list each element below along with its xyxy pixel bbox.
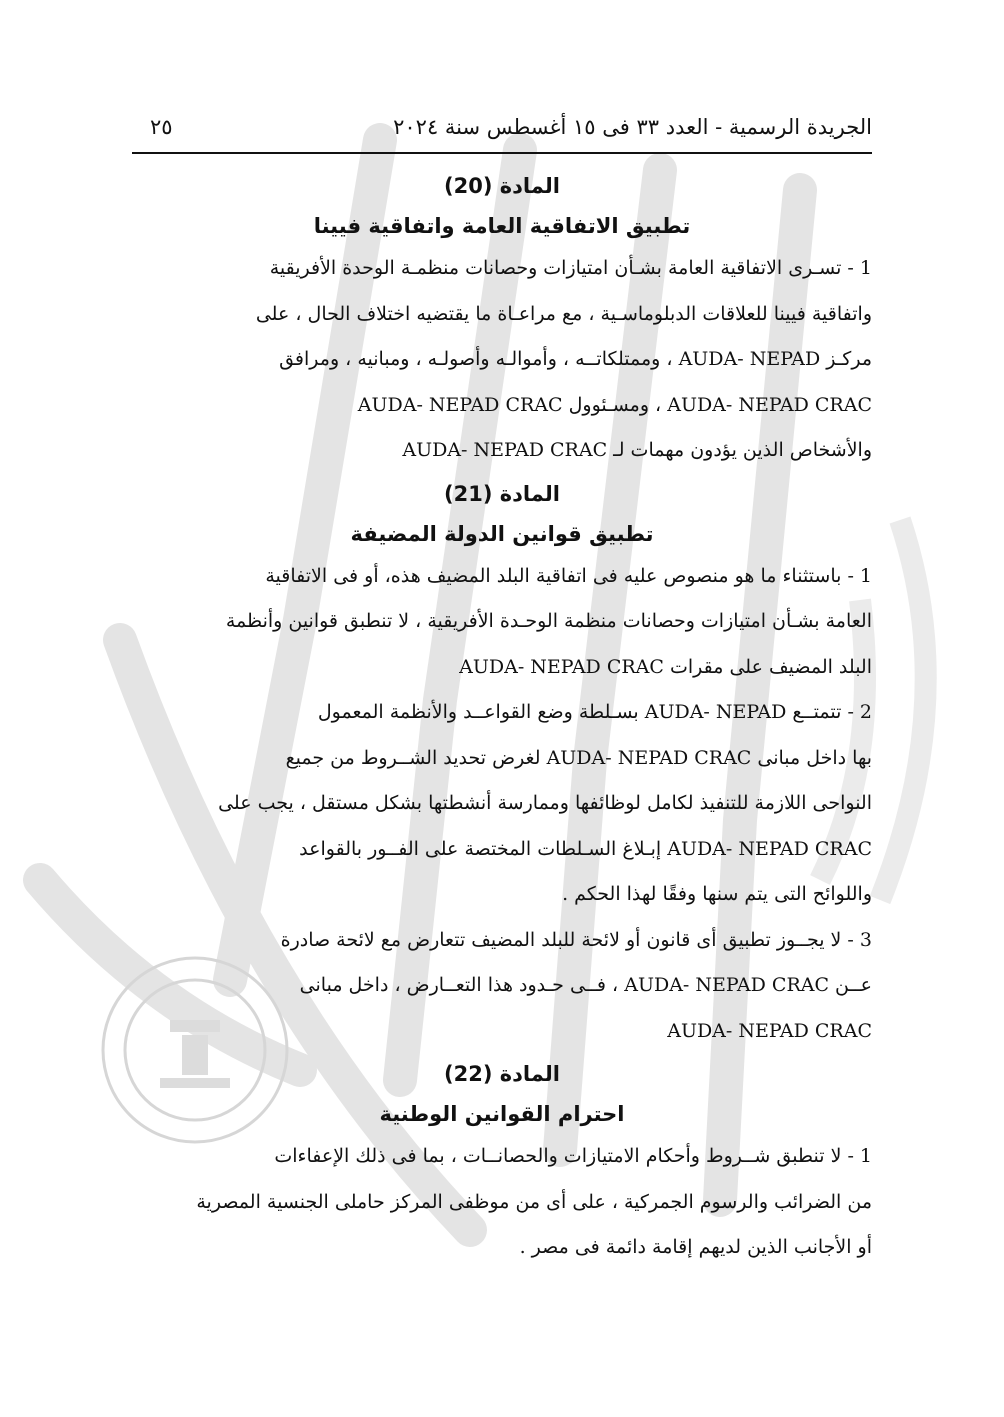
page-number: ٢٥ [150,115,173,139]
document-page [132,108,872,1271]
text-line: واللوائح التى يتم سنها وفقًا لهذا الحكم . [562,883,872,905]
text-line: مركـز AUDA- NEPAD ، وممتلكاتــه ، وأموالـه وأصولـه ، ومبانيه ، ومرافق [279,348,872,370]
text-line: 3 - لا يجــوز تطبيق أى قانون أو لائحة للبلد المضيف تتعارض مع لائحة صادرة [280,928,872,951]
text-line: 2 - تتمتــع AUDA- NEPAD بسـلطة وضع القواعــد والأنظمة المعمول [317,701,872,723]
text-line: والأشخاص الذين يؤدون مهمات لـ AUDA- NEPAD CRAC [402,439,872,461]
article-22 [132,1054,872,1271]
gazette-title: الجريدة الرسمية - العدد ٣٣ فى ١٥ أغسطس سنة ٢٠٢٤ [393,115,872,139]
text-line: واتفاقية فيينا للعلاقات الدبلوماسـية ، مع مراعـاة ما يقتضيه اختلاف الحال ، على [255,302,872,325]
text-line: AUDA- NEPAD CRAC ، ومسـئوول AUDA- NEPAD CRAC [357,393,872,416]
text-line: أو الأجانب الذين لديهم إقامة دائمة فى مصر . [519,1236,872,1258]
article-title: تطبيق الاتفاقية العامة واتفاقية فيينا [313,214,691,238]
article-title: احترام القوانين الوطنية [379,1102,625,1126]
article-body [132,1134,872,1271]
text-line: من الضرائب والرسوم الجمركية ، على أى من موظفى المركز حاملى الجنسية المصرية [196,1190,872,1213]
article-number: المادة (22) [444,1062,560,1086]
text-line: العامة بشـأن امتيازات وحصانات منظمة الوحـدة الأفريقية ، لا تنطبق قوانين وأنظمة [225,610,872,632]
article-title: تطبيق قوانين الدولة المضيفة [350,521,654,546]
text-line: النواحى اللازمة للتنفيذ لكامل لوظائفها وممارسة أنشطتها بشكل مستقل ، يجب على [218,792,872,814]
text-line: بها داخل مبانى AUDA- NEPAD CRAC لغرض تحديد الشــروط من جميع [285,746,872,769]
text-line: 1 - لا تنطبق شــروط وأحكام الامتيازات والحصانــات ، بما فى ذلك الإعفاءات [274,1145,872,1167]
text-line: 1 - تسـرى الاتفاقية العامة بشـأن امتيازات وحصانات منظمـة الوحدة الأفريقية [269,257,872,279]
article-number: المادة (20) [444,174,560,198]
page-header [132,108,872,154]
article-body [132,554,872,1055]
article-20 [132,166,872,474]
text-line: عــن AUDA- NEPAD CRAC ، فــى حـدود هذا التعــارض ، داخل مبانى [299,974,872,996]
text-line: AUDA- NEPAD CRAC [667,1019,872,1042]
article-body [132,246,872,474]
article-number: المادة (21) [444,481,560,506]
text-line: AUDA- NEPAD CRAC إبـلاغ السـلطات المختصة على الفــور بالقواعد [299,837,872,860]
text-line: 1 - باستثناء ما هو منصوص عليه فى اتفاقية البلد المضيف هذه، أو فى الاتفاقية [265,564,872,587]
article-21 [132,474,872,1055]
text-line: البلد المضيف على مقرات AUDA- NEPAD CRAC [459,655,872,678]
